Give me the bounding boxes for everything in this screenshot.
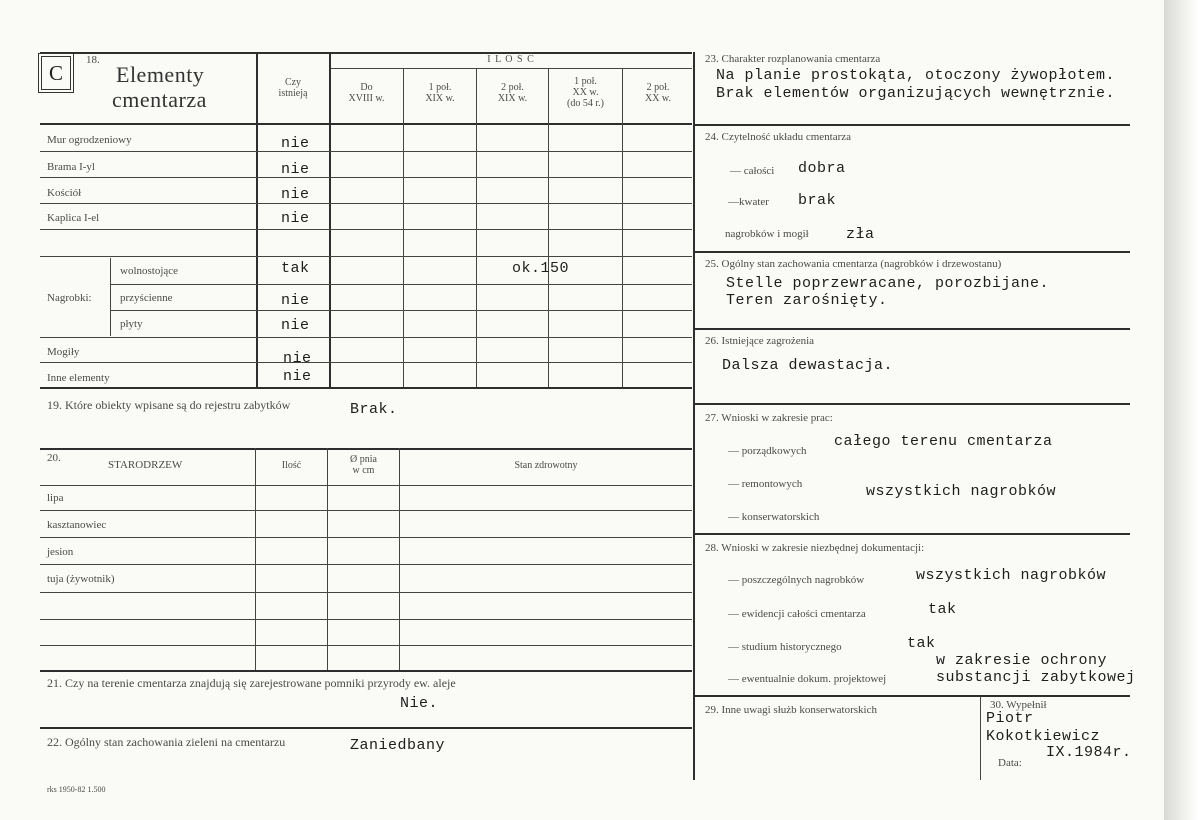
nagrobki-exists-value: nie — [281, 317, 310, 334]
q28-projektowej-value-line2: substancji zabytkowej — [936, 669, 1136, 686]
mogily-exists-value: nie — [283, 350, 312, 367]
tree-row-rule — [40, 592, 692, 593]
nagrobki-type-label: przyścienne — [120, 292, 173, 304]
q21-bottom-rule — [40, 727, 692, 729]
row-rule — [40, 337, 692, 338]
tree-col-divider — [399, 448, 400, 670]
filled-by-first-name: Piotr — [986, 710, 1034, 727]
right-rule — [695, 403, 1130, 405]
question-23-answer-line2: Brak elementów organizujących wewnętrznie. — [716, 85, 1116, 102]
print-code: rks 1950-82 1.500 — [47, 785, 106, 794]
element-exists-value: nie — [281, 135, 310, 152]
q27-porzadkowych-value: całego terenu cmentarza — [834, 433, 1053, 450]
nagrobki-label-divider — [110, 258, 111, 336]
row-rule — [40, 229, 692, 230]
tree-row-label: tuja (żywotnik) — [47, 573, 115, 585]
q27-porzadkowych-label: — porządkowych — [728, 445, 807, 457]
date-value: IX.1984r. — [1046, 744, 1132, 761]
question-30-label: 30. Wypełnił — [990, 699, 1047, 711]
q24-nagrobkow-value: zła — [846, 226, 875, 243]
elements-title-line1: Elementy — [116, 62, 205, 87]
center-divider — [693, 52, 695, 780]
filled-by-last-name: Kokotkiewicz — [986, 728, 1101, 745]
q28-ewidencji-value: tak — [928, 601, 957, 618]
q28-nagrobkow-value: wszystkich nagrobków — [916, 567, 1107, 584]
element-label: Mur ogrodzeniowy — [47, 134, 132, 146]
question-21-label: 21. Czy na terenie cmentarza znajdują się zarejestrowane pomniki przyrody ew. aleje — [47, 676, 456, 690]
q27-remontowych-value: wszystkich nagrobków — [866, 483, 1057, 500]
mogily-label: Mogiły — [47, 346, 80, 358]
element-exists-value: nie — [281, 161, 310, 178]
tree-pnia-header: Ø pnia w cm — [350, 454, 377, 476]
page-edge-shadow — [1164, 0, 1198, 820]
tree-header-bottom-rule — [40, 485, 692, 486]
element-label: Kościół — [47, 187, 82, 199]
tree-row-label: jesion — [47, 546, 74, 558]
q28-projektowej-label: — ewentualnie dokum. projektowej — [728, 673, 887, 685]
inne-elementy-exists-value: nie — [283, 368, 312, 385]
header-bottom-rule — [40, 123, 692, 125]
q27-remontowych-label: — remontowych — [728, 478, 803, 490]
period-divider — [622, 68, 623, 388]
signature-box-divider — [980, 697, 981, 780]
period-divider — [476, 68, 477, 388]
row-rule — [40, 203, 692, 204]
row-rule — [40, 177, 692, 178]
tree-table-bottom-rule — [40, 670, 692, 672]
period-header: Do XVIII w. — [348, 82, 385, 104]
q28-ewidencji-label: — ewidencji całości cmentarza — [728, 608, 866, 620]
q24-nagrobkow-label: nagrobków i mogił — [725, 228, 809, 240]
question-25-answer-line1: Stelle poprzewracane, porozbijane. — [726, 275, 1050, 292]
q27-konserwatorskich-label: — konserwatorskich — [728, 511, 820, 523]
q28-studium-label: — studium historycznego — [728, 641, 842, 653]
tree-row-label: lipa — [47, 492, 64, 504]
element-label: Brama I-yl — [47, 161, 95, 173]
question-19-answer: Brak. — [350, 401, 398, 418]
nagrobki-exists-value: nie — [281, 292, 310, 309]
q24-kwater-value: brak — [798, 192, 837, 209]
czy-header-line1: Czy — [284, 77, 302, 88]
nagrobki-exists-value: tak — [281, 260, 310, 277]
question-19-label: 19. Które obiekty wpisane są do rejestru zabytków — [47, 398, 291, 412]
period-header: 2 poł. XX w. — [644, 82, 671, 104]
inne-elementy-label: Inne elementy — [47, 372, 110, 384]
row-rule — [40, 151, 692, 152]
tree-col-divider — [255, 448, 256, 670]
elements-title-line2: cmentarza — [112, 87, 207, 112]
tree-row-rule — [40, 645, 692, 646]
tree-ilosc-header: Ilość — [281, 460, 302, 471]
right-rule — [695, 124, 1130, 126]
question-27-label: 27. Wnioski w zakresie prac: — [705, 412, 833, 424]
elements-table-bottom-rule — [40, 387, 692, 389]
nagrobki-type-label: płyty — [120, 318, 143, 330]
field-number-20: 20. — [47, 452, 61, 464]
element-label: Kaplica I-el — [47, 212, 100, 224]
question-26-label: 26. Istniejące zagrożenia — [705, 335, 815, 347]
question-22-label: 22. Ogólny stan zachowania zieleni na cmentarzu — [47, 735, 286, 749]
period-header-rule — [330, 68, 692, 69]
ilosc-header: I L O Ś Ć — [487, 54, 535, 65]
period-header: 2 poł. XIX w. — [497, 82, 528, 104]
right-rule — [695, 328, 1130, 330]
question-28-label: 28. Wnioski w zakresie niezbędnej dokumentacji: — [705, 542, 925, 554]
tree-row-label: kasztanowiec — [47, 519, 107, 531]
question-23-label: 23. Charakter rozplanowania cmentarza — [705, 53, 881, 65]
period-divider — [403, 68, 404, 388]
right-rule — [695, 251, 1130, 253]
question-29-label: 29. Inne uwagi służb konserwatorskich — [705, 704, 877, 716]
row-rule — [110, 310, 692, 311]
question-26-answer: Dalsza dewastacja. — [722, 357, 894, 374]
question-24-label: 24. Czytelność układu cmentarza — [705, 131, 852, 143]
tree-row-rule — [40, 619, 692, 620]
q24-calosci-label: — całości — [730, 165, 775, 177]
period-header: 1 poł. XX w. (do 54 r.) — [567, 76, 604, 109]
tree-row-rule — [40, 510, 692, 511]
row-rule — [110, 284, 692, 285]
field-number-18: 18. — [86, 54, 100, 66]
element-exists-value: nie — [281, 210, 310, 227]
row-rule — [40, 362, 692, 363]
starodrzew-header: STARODRZEW — [108, 459, 183, 471]
q28-nagrobkow-label: — poszczególnych nagrobków — [728, 574, 865, 586]
tree-stan-header: Stan zdrowotny — [514, 460, 578, 471]
question-23-answer-line1: Na planie prostokąta, otoczony żywopłotem. — [716, 67, 1116, 84]
right-rule — [695, 533, 1130, 535]
period-divider — [548, 68, 549, 388]
q28-projektowej-value-line1: w zakresie ochrony — [936, 652, 1108, 669]
tree-row-rule — [40, 537, 692, 538]
tree-row-rule — [40, 564, 692, 565]
question-21-answer: Nie. — [400, 695, 439, 712]
nagrobki-type-label: wolnostojące — [120, 265, 179, 277]
date-label: Data: — [998, 757, 1022, 769]
right-rule — [695, 695, 1130, 697]
q24-calosci-value: dobra — [798, 160, 846, 177]
q24-kwater-label: —kwater — [728, 196, 769, 208]
element-exists-value: nie — [281, 186, 310, 203]
tree-col-divider — [327, 448, 328, 670]
question-25-label: 25. Ogólny stan zachowania cmentarza (nagrobków i drzewostanu) — [705, 258, 1002, 270]
tree-table-top-rule — [40, 448, 692, 450]
section-letter: C — [48, 61, 63, 85]
row-rule — [40, 256, 692, 257]
question-22-answer: Zaniedbany — [350, 737, 446, 754]
period-header: 1 poł. XIX w. — [425, 82, 455, 104]
czy-header-line2: istnieją — [278, 88, 308, 99]
section-letter-box — [41, 56, 71, 90]
nagrobki-label: Nagrobki: — [47, 292, 92, 304]
nagrobki-quantity-value: ok.150 — [512, 260, 570, 277]
question-25-answer-line2: Teren zarośnięty. — [726, 292, 888, 309]
q28-studium-value: tak — [907, 635, 936, 652]
